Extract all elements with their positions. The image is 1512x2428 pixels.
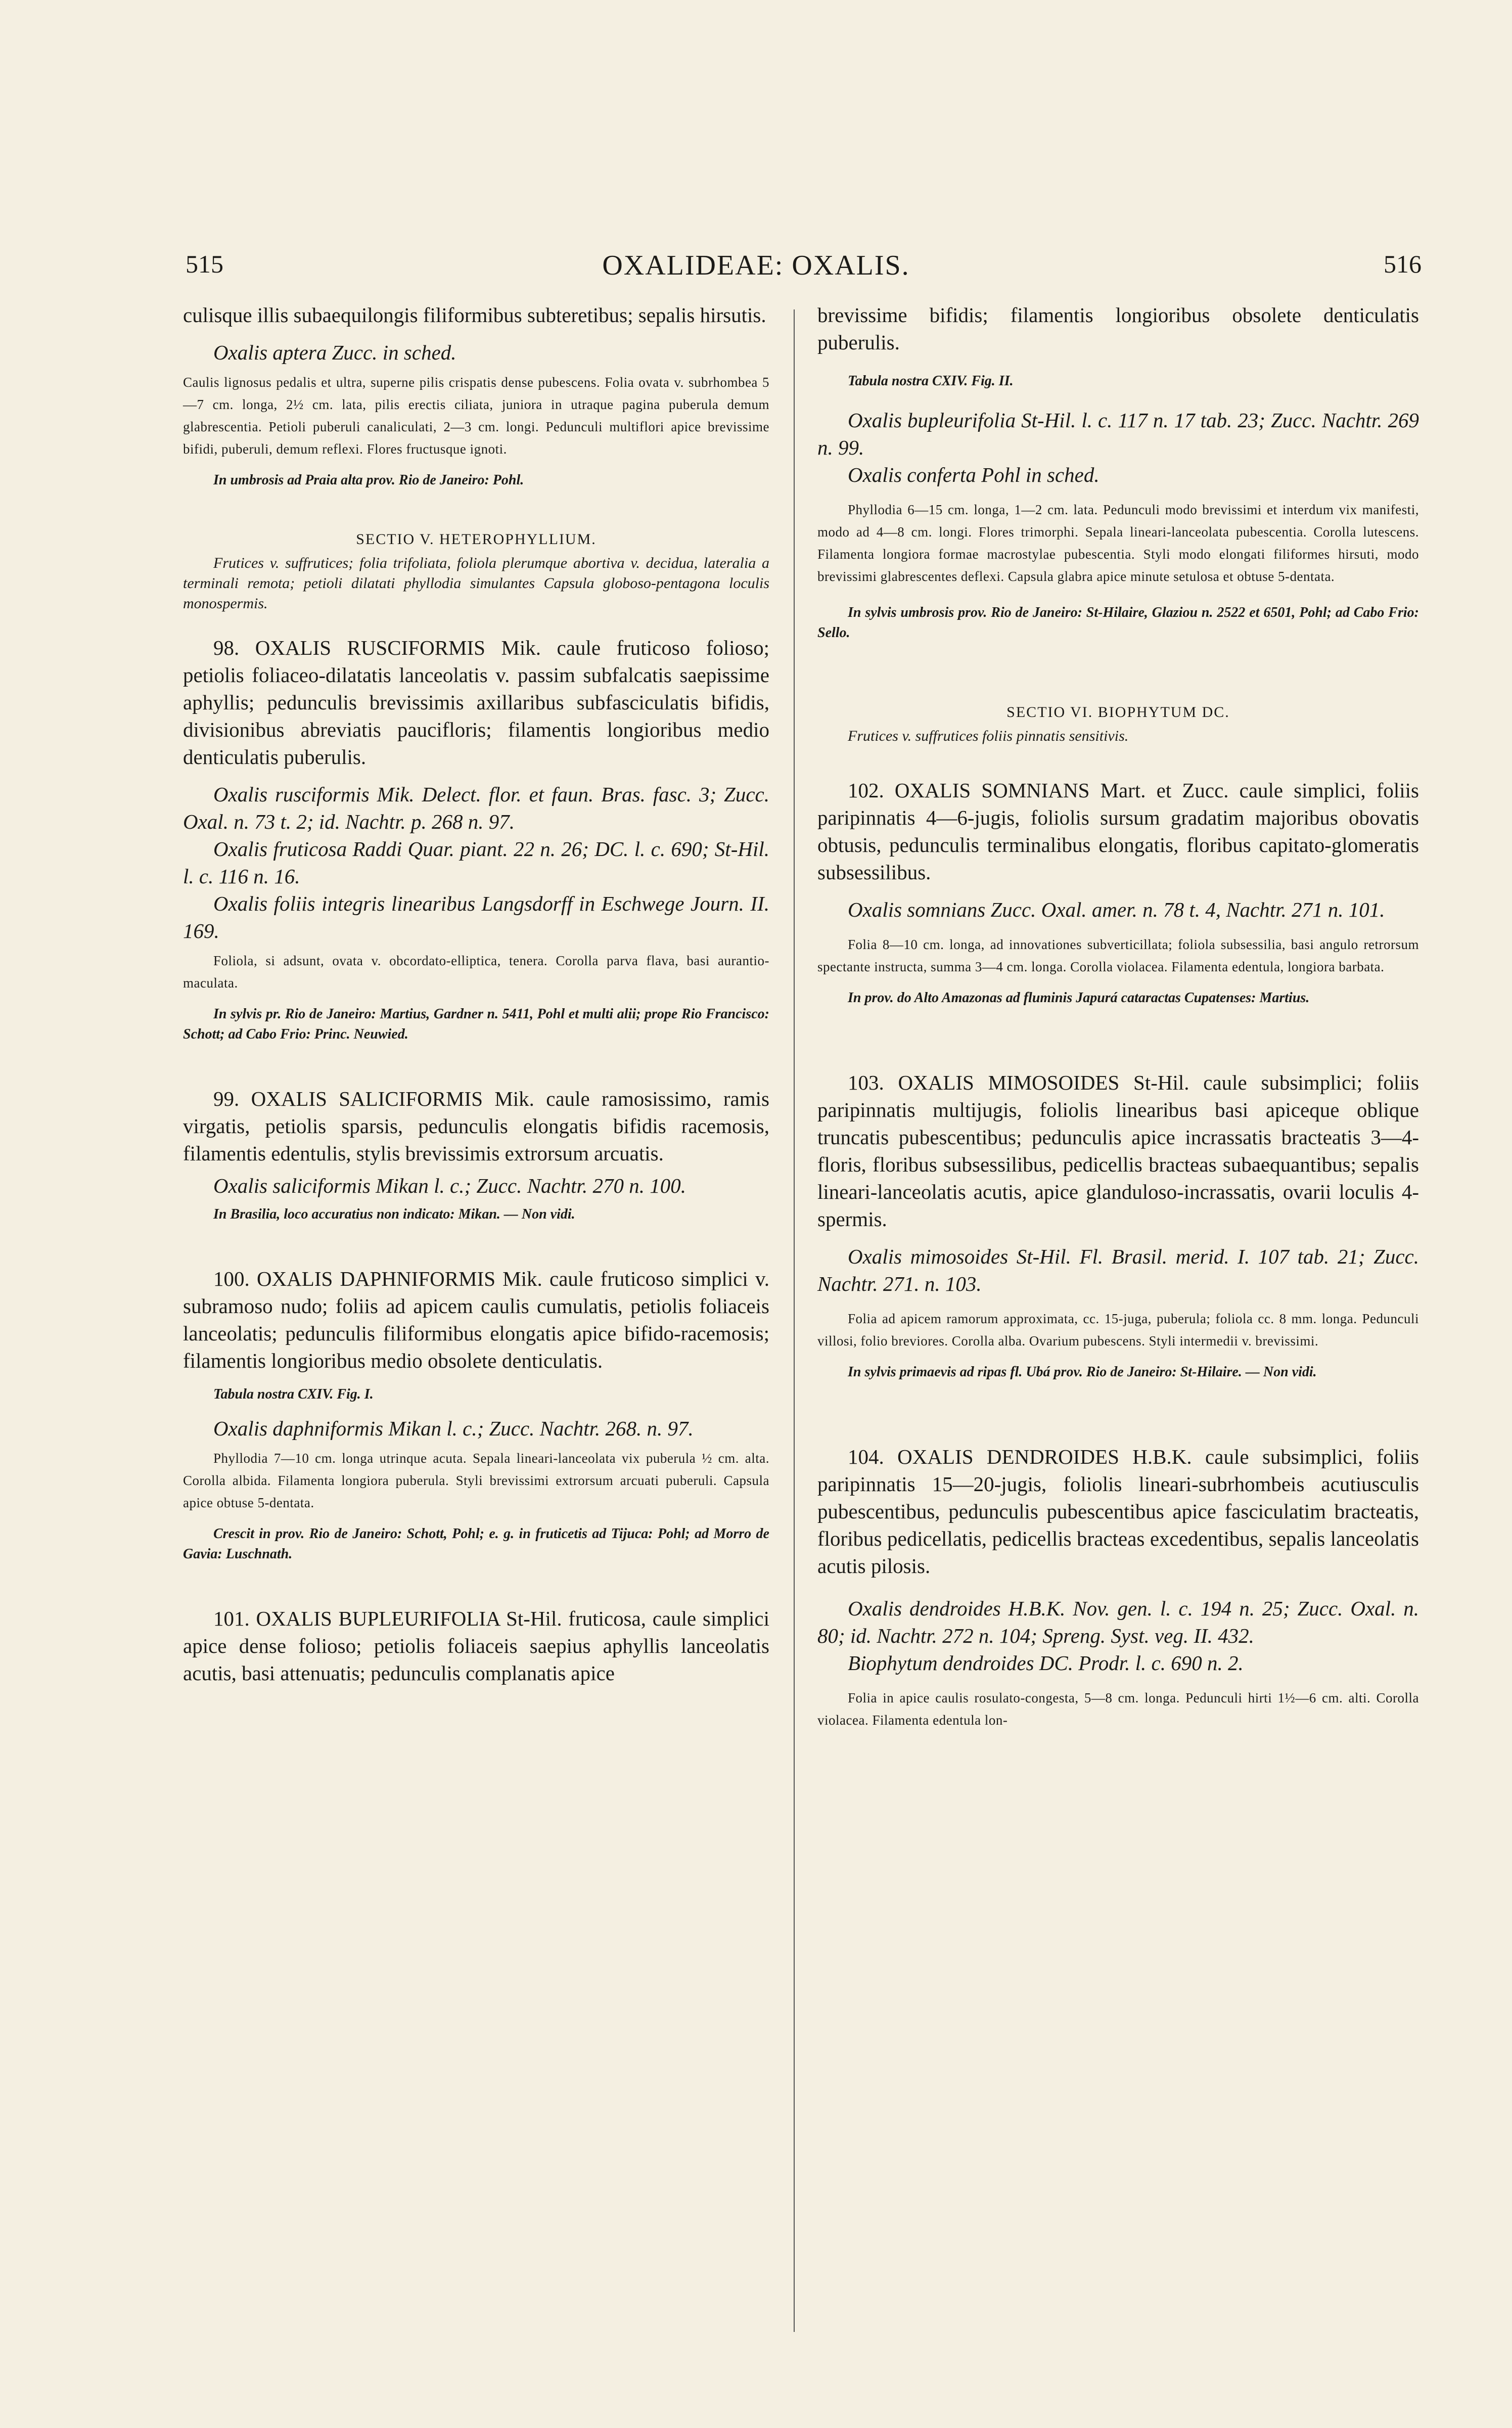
locality: In sylvis pr. Rio de Janeiro: Martius, Gardner n. 5411, Pohl et multi alii; prope Rio Francisco: Schott; ad Cabo Frio: Princ. Neuwied.: [183, 1006, 769, 1042]
citation: Oxalis aptera Zucc. in sched.: [213, 341, 456, 364]
species-entry: 100. OXALIS DAPHNIFORMIS Mik. caule fruticoso simplici v. subramoso nudo; foliis ad apicem caulis cumulatis, petiolis foliaceis lanceolatis; pedunculis filiformibus elongatis apice bifido-racemosis; filamentis longioribus medio obsolete denticulatis.: [183, 1267, 769, 1372]
description: Folia in apice caulis rosulato-congesta, 5—8 cm. longa. Pedunculi hirti 1½—6 cm. alti. Corolla violacea. Filamenta edentula lon-: [817, 1690, 1419, 1728]
plate-reference: Tabula nostra CXIV. Fig. I.: [213, 1386, 374, 1402]
citation: Oxalis somnians Zucc. Oxal. amer. n. 78 t. 4, Nachtr. 271 n. 101.: [848, 898, 1385, 921]
locality: In sylvis umbrosis prov. Rio de Janeiro: St-Hilaire, Glaziou n. 2522 et 6501, Pohl; ad Cabo Frio: Sello.: [817, 605, 1419, 641]
section-description: Frutices v. suffrutices foliis pinnatis sensitivis.: [848, 728, 1129, 744]
description: Phyllodia 6—15 cm. longa, 1—2 cm. lata. Pedunculi modo brevissimi et interdum vix manifesti, modo ad 4—8 cm. longi. Flores trimorphi. Sepala lineari-lanceolata pubescentia. Corolla lutescens. Filamenta longiora formae macrostylae pubescentia. Styli modo elongati filiformes hirsuti, modo brevissimi glabrescentes deflexi. Capsula glabra apice minute setulosa et obtuse 5-dentata.: [817, 502, 1419, 584]
citation: Biophytum dendroides DC. Prodr. l. c. 690 n. 2.: [848, 1651, 1244, 1675]
species-entry: 103. OXALIS MIMOSOIDES St-Hil. caule subsimplici; foliis paripinnatis multijugis, foliolis linearibus basi apiceque oblique truncatis pubescentibus; pedunculis apice incrassatis bracteatis 3—4-floris, floribus subsessilibus, pedicellis bracteas subaequantibus; sepalis lineari-lanceolatis acutis, apice glanduloso-incrassatis, ovarii loculis 4-spermis.: [817, 1071, 1419, 1231]
citation: Oxalis fruticosa Raddi Quar. piant. 22 n. 26; DC. l. c. 690; St-Hil. l. c. 116 n. 16.: [183, 837, 769, 888]
locality: In sylvis primaevis ad ripas fl. Ubá prov. Rio de Janeiro: St-Hilaire. — Non vidi.: [848, 1364, 1317, 1380]
description: Folia ad apicem ramorum approximata, cc. 15-juga, puberula; foliola cc. 8 mm. longa. Pedunculi villosi, folio breviores. Corolla alba. Ovarium pubescens. Styli intermedii v. brevissimi.: [817, 1311, 1419, 1348]
running-title: OXALIDEAE: OXALIS.: [602, 250, 910, 281]
citation: Oxalis conferta Pohl in sched.: [848, 463, 1099, 486]
paragraph: culisque illis subaequilongis filiformibus subteretibus; sepalis hirsutis.: [183, 303, 766, 327]
page-number-left: 515: [186, 250, 223, 278]
left-column: [183, 301, 769, 1687]
citation: Oxalis bupleurifolia St-Hil. l. c. 117 n. 17 tab. 23; Zucc. Nachtr. 269 n. 99.: [817, 409, 1419, 459]
citation: Oxalis saliciformis Mikan l. c.; Zucc. Nachtr. 270 n. 100.: [213, 1174, 686, 1197]
citation: Oxalis daphniformis Mikan l. c.; Zucc. Nachtr. 268. n. 97.: [213, 1417, 694, 1440]
running-header: [0, 249, 1512, 285]
right-column: [817, 301, 1419, 1731]
description: Phyllodia 7—10 cm. longa utrinque acuta. Sepala lineari-lanceolata vix puberula ½ cm. alta. Corolla albida. Filamenta longiora puberula. Styli brevissimi extrorsum arcuati puberuli. Capsula apice obtuse 5-dentata.: [183, 1451, 769, 1510]
locality: In Brasilia, loco accuratius non indicato: Mikan. — Non vidi.: [213, 1206, 575, 1222]
description: Foliola, si adsunt, ovata v. obcordato-elliptica, tenera. Corolla parva flava, basi aurantio-maculata.: [183, 953, 769, 991]
description: Caulis lignosus pedalis et ultra, superne pilis crispatis dense pubescens. Folia ovata v. subrhombea 5—7 cm. longa, 2½ cm. lata, pilis erectis ciliata, juniora in utraque pagina puberula demum glabrescentia. Petioli puberuli canaliculati, 2—3 cm. longi. Pedunculi multiflori apice brevissime bifidi, puberuli, demum reflexi. Flores fructusque ignoti.: [183, 375, 769, 457]
locality: Crescit in prov. Rio de Janeiro: Schott, Pohl; e. g. in fruticetis ad Tijuca: Pohl; ad Morro de Gavia: Luschnath.: [183, 1526, 769, 1562]
page-number-right: 516: [1384, 250, 1422, 278]
species-entry: 99. OXALIS SALICIFORMIS Mik. caule ramosissimo, ramis virgatis, petiolis sparsis, pedunculis elongatis bifidis racemosis, filamentis edentulis, stylis brevissimis extrorsum arcuatis.: [183, 1087, 769, 1165]
plate-reference: Tabula nostra CXIV. Fig. II.: [848, 373, 1014, 389]
citation: Oxalis dendroides H.B.K. Nov. gen. l. c. 194 n. 25; Zucc. Oxal. n. 80; id. Nachtr. 272 n. 104; Spreng. Syst. veg. II. 432.: [817, 1597, 1419, 1647]
paragraph: brevissime bifidis; filamentis longioribus obsolete denticulatis puberulis.: [817, 303, 1419, 354]
column-divider: [794, 309, 795, 2332]
locality: In umbrosis ad Praia alta prov. Rio de Janeiro: Pohl.: [213, 472, 524, 488]
citation: Oxalis mimosoides St-Hil. Fl. Brasil. merid. I. 107 tab. 21; Zucc. Nachtr. 271. n. 103.: [817, 1245, 1419, 1295]
locality: In prov. do Alto Amazonas ad fluminis Japurá cataractas Cupatenses: Martius.: [848, 990, 1310, 1006]
species-entry: 102. OXALIS SOMNIANS Mart. et Zucc. caule simplici, foliis paripinnatis 4—6-jugis, foliolis sursum gradatim majoribus obovatis obtusis, pedunculis terminalibus elongatis, floribus capitato-glomeratis subsessilibus.: [817, 779, 1419, 884]
section-description: Frutices v. suffrutices; folia trifoliata, foliola plerumque abortiva v. decidua, lateralia a terminali remota; petioli dilatati phyllodia simulantes Capsula globoso-pentagona loculis monospermis.: [183, 555, 769, 612]
species-entry: 104. OXALIS DENDROIDES H.B.K. caule subsimplici, foliis paripinnatis 15—20-jugis, foliolis lineari-subrhombeis acutiusculis pubescentibus, pedunculis pubescentibus apice fasciculatim bracteatis, floribus pedicellatis, pedicellis bracteas excedentibus, sepalis lanceolatis acutis pilosis.: [817, 1445, 1419, 1578]
species-entry: 101. OXALIS BUPLEURIFOLIA St-Hil. fruticosa, caule simplici apice dense folioso; petiolis foliaceis saepius aphyllis lanceolatis acutis, basi attenuatis; pedunculis complanatis apice: [183, 1607, 769, 1685]
section-title: SECTIO VI. BIOPHYTUM DC.: [1006, 704, 1230, 721]
description: Folia 8—10 cm. longa, ad innovationes subverticillata; foliola subsessilia, basi angulo retrorsum spectante instructa, summa 3—4 cm. longa. Corolla violacea. Filamenta edentula, longiora barbata.: [817, 937, 1419, 974]
species-entry: 98. OXALIS RUSCIFORMIS Mik. caule fruticoso folioso; petiolis foliaceo-dilatatis lanceolatis v. passim subfalcatis saepissime aphyllis; pedunculis brevissimis axillaribus subfasciculatis bifidis, divisionibus abreviatis paucifloris; filamentis longioribus medio denticulatis puberulis.: [183, 636, 769, 769]
section-title: SECTIO V. HETEROPHYLLIUM.: [356, 531, 597, 548]
citation: Oxalis foliis integris linearibus Langsdorff in Eschwege Journ. II. 169.: [183, 892, 769, 942]
citation: Oxalis rusciformis Mik. Delect. flor. et faun. Bras. fasc. 3; Zucc. Oxal. n. 73 t. 2; id. Nachtr. p. 268 n. 97.: [183, 783, 769, 833]
